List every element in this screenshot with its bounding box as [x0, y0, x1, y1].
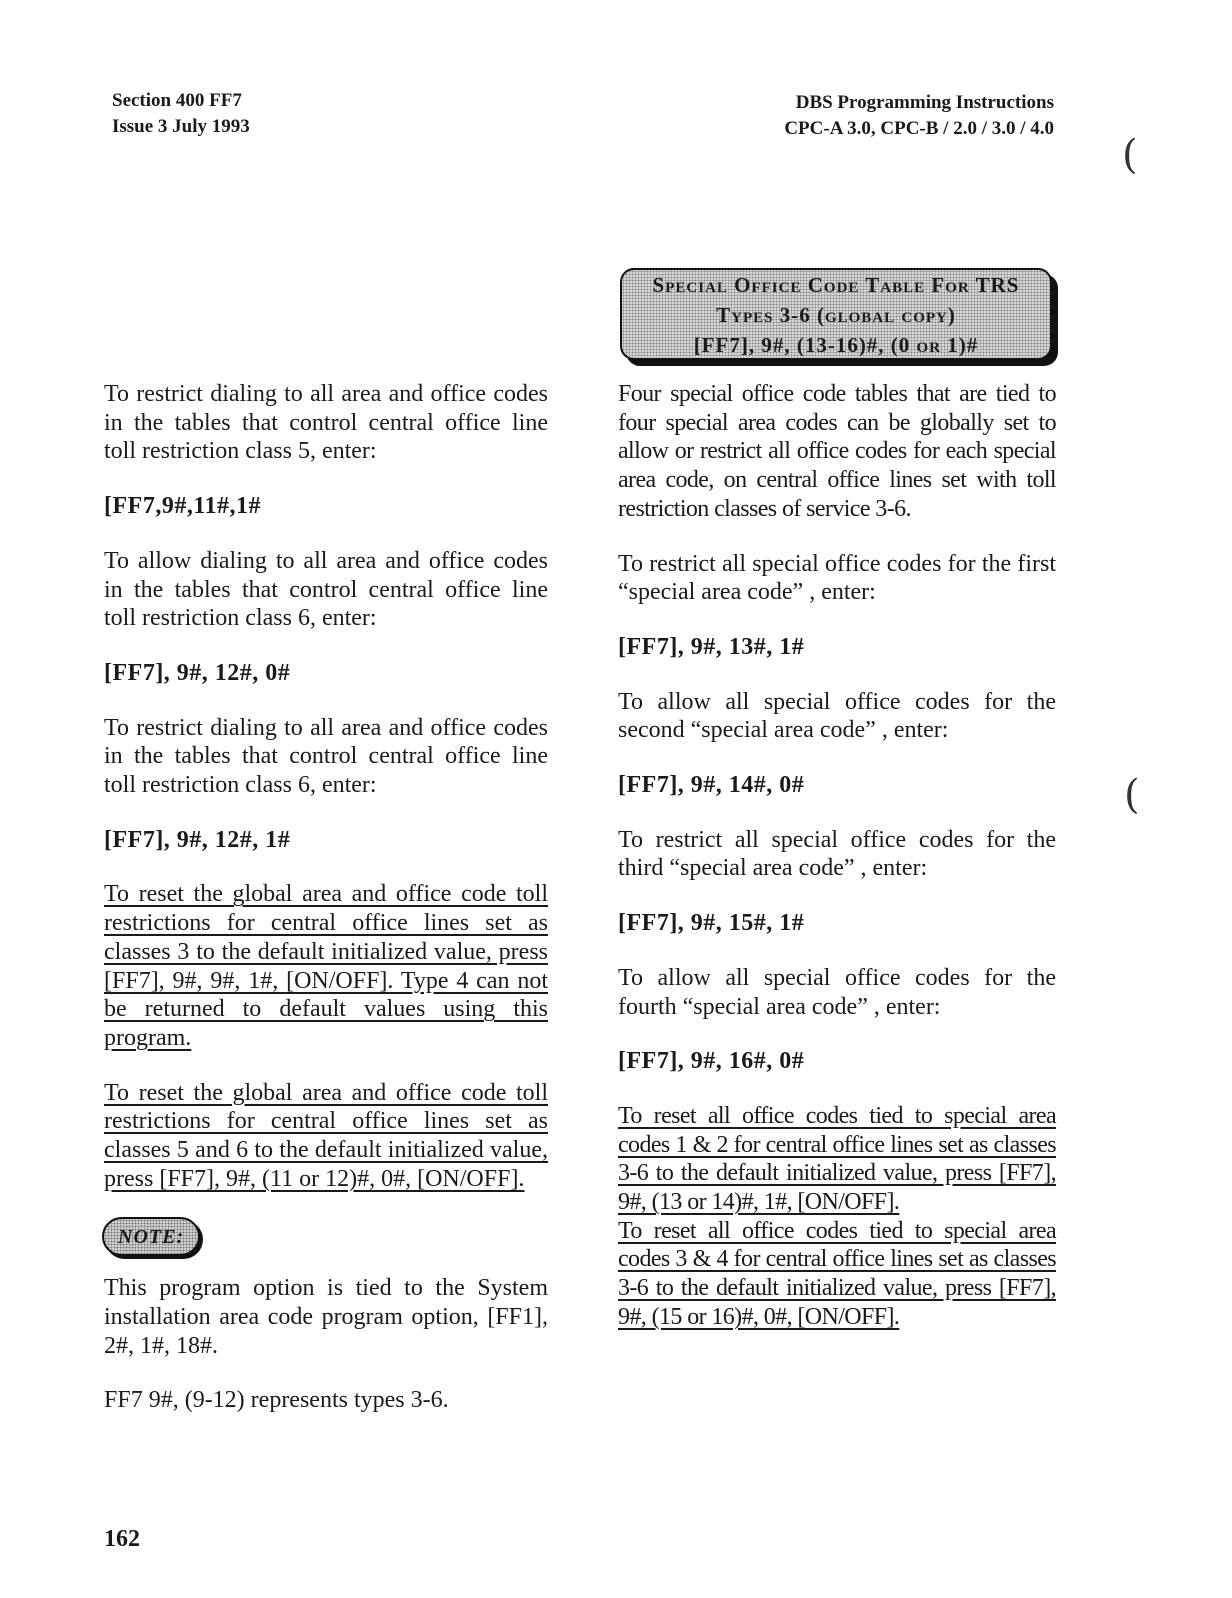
- left-command-1: [FF7,9#,11#,1#: [104, 493, 261, 520]
- right-command-2: [FF7], 9#, 13#, 1#: [618, 633, 805, 660]
- left-paragraph-2: To allow dialing to all area and office codes in the tables that control central office line toll restriction class 6, enter:: [104, 547, 548, 632]
- right-column: [618, 380, 1056, 1332]
- note-text: This program option is tied to the System installation area code program option, [FF1], 2#, 1#, 18#.: [104, 1275, 548, 1359]
- right-command-3: [FF7], 9#, 14#, 0#: [618, 772, 805, 799]
- version-label: CPC-A 3.0, CPC-B / 2.0 / 3.0 / 4.0: [784, 118, 1054, 139]
- section-label: Section 400 FF7: [112, 90, 242, 111]
- note-badge: NOTE:: [102, 1217, 200, 1256]
- right-command-5: [FF7], 9#, 16#, 0#: [618, 1048, 805, 1075]
- right-paragraph-3: To allow all special office codes for the second “special area code” , enter:: [618, 688, 1056, 744]
- document-title: DBS Programming Instructions: [795, 92, 1054, 113]
- banner-command: [FF7], 9#, (13-16)#, (0 or 1)#: [693, 333, 979, 357]
- left-command-3: [FF7], 9#, 12#, 1#: [104, 826, 291, 853]
- left-paragraph-1: To restrict dialing to all area and office codes in the tables that control central office line toll restriction class 5, enter:: [104, 381, 548, 465]
- right-paragraph-2: To restrict all special office codes for the first “special area code” , enter:: [618, 550, 1056, 606]
- left-paragraph-3: To restrict dialing to all area and office codes in the tables that control central office line toll restriction class 6, enter:: [104, 714, 548, 799]
- banner-subtitle: Types 3-6 (global copy): [716, 303, 956, 327]
- issue-label: Issue 3 July 1993: [112, 116, 250, 137]
- margin-mark-2: (: [1124, 772, 1140, 818]
- section-banner: [620, 268, 1052, 360]
- page-number: 162: [104, 1526, 140, 1552]
- right-paragraph-5: To allow all special office codes for the fourth “special area code” , enter:: [618, 964, 1056, 1020]
- margin-mark-1: (: [1122, 132, 1138, 178]
- right-intro-paragraph: Four special office code tables that are tied to four special area codes can be globally set to allow or restrict all office codes for each special area code, on central office lines set with toll restriction classes of service 3-6.: [618, 381, 1056, 522]
- left-reset-paragraph-2: To reset the global area and office code toll restrictions for central office lines set as classes 5 and 6 to the default initialized value, press [FF7], 9#, (11 or 12)#, 0#, [ON/OFF].: [104, 1079, 548, 1192]
- header-left: [112, 88, 250, 140]
- right-command-4: [FF7], 9#, 15#, 1#: [618, 910, 805, 937]
- right-paragraph-4: To restrict all special office codes for the third “special area code” , enter:: [618, 826, 1056, 882]
- right-reset-paragraph-1: To reset all office codes tied to special area codes 1 & 2 for central office lines set as classes 3-6 to the default initialized value, press [FF7], 9#, (13 or 14)#, 1#, [ON/OFF].: [618, 1102, 1056, 1216]
- header-right: [784, 90, 1054, 142]
- left-column: [104, 380, 548, 1415]
- right-reset-paragraph-2: To reset all office codes tied to special area codes 3 & 4 for central office lines set as classes 3-6 to the default initialized value, press [FF7], 9#, (15 or 16)#, 0#, [ON/OFF].: [618, 1217, 1056, 1330]
- footnote: FF7 9#, (9-12) represents types 3-6.: [104, 1387, 449, 1414]
- left-reset-paragraph-1: To reset the global area and office code toll restrictions for central office lines set as classes 3 to the default initialized value, press [FF7], 9#, 9#, 1#, [ON/OFF]. Type 4 can not be returned to default values using this program.: [104, 881, 548, 1051]
- left-command-2: [FF7], 9#, 12#, 0#: [104, 659, 291, 686]
- banner-title: Special Office Code Table For TRS: [652, 273, 1020, 297]
